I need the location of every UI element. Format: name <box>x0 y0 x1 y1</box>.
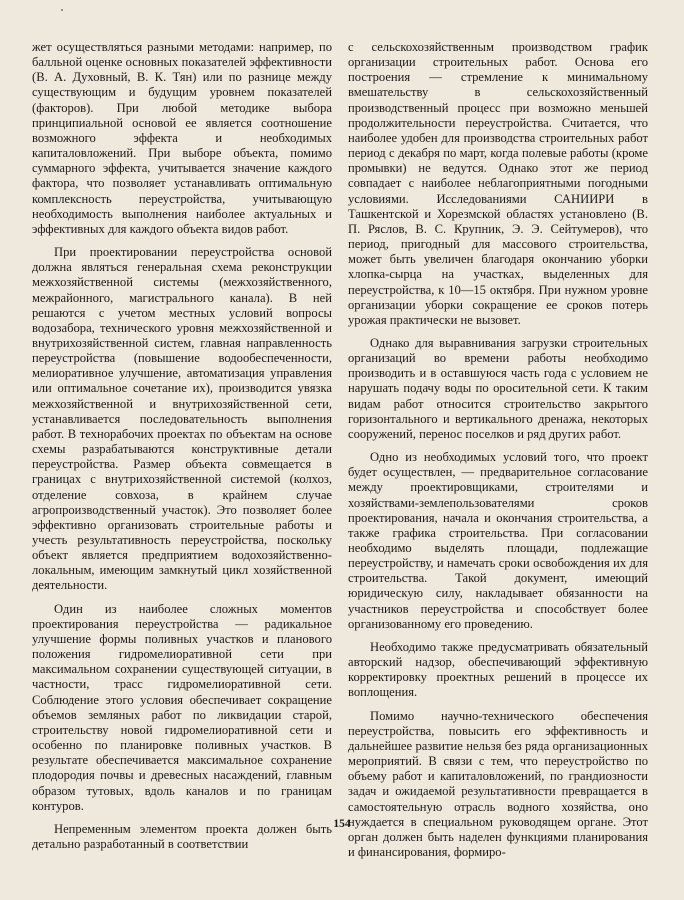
paragraph: с сельскохозяйственным производством график организации строительных работ. Основа его построения — стремление к минимальному вмешательству в сельскохозяйственный производственный процесс при возможно меньшей продолжительности переустройства. Считается, что наиболее удобен для производства строительных работ период с декабря по март, когда полевые работы (кроме промывки) не ведутся. Однако этот же период совпадает с наиболее неблагоприятными погодными условиями. Исследованиями САНИИРИ в Ташкентской и Хорезмской областях установлено (В. П. Ряслов, В. С. Крупник, Э. Э. Сейтумеров), что период, пригодный для массового строительства, может быть увеличен благодаря окончанию уборки хлопка-сырца на участках, выделенных для переустройства, к 10—15 октября. При нужном уровне организации уборки сокращение ее сроков потерь урожая практически не вызовет. <box>348 40 648 327</box>
page-number: 154 <box>333 818 351 830</box>
paragraph: Один из наиболее сложных моментов проектирования переустройства — радикальное улучшение формы поливных участков и планового положения гидромелиоративной сети при максимальном сохранении существующей ситуации, в частности, трасс гидромелиоративной сети. Соблюдение этого условия обеспечивает сокращение объемов земляных работ по ликвидации старой, строительству новой гидромелиоративной сети и особенно по планировке поливных участков. В результате обеспечивается максимальное сохранение плодородия почвы и древесных насаждений, главным образом тутовых, вдоль каналов и по границам контуров. <box>32 601 332 813</box>
paragraph: Необходимо также предусматривать обязательный авторский надзор, обеспечивающий эффективную корректировку проектных решений в процессе их воплощения. <box>348 639 648 700</box>
paragraph: Одно из необходимых условий того, что проект будет осуществлен, — предварительное согласование между проектировщиками, строителями и хозяйствами-землепользователями сроков проектирования, начала и окончания строительства, а также графика строительства. При согласовании необходимо выделять площади, подлежащие переустройству, и намечать сроки освобождения их для строительства. Такой документ, имеющий юридическую силу, накладывает обязанности на участников переустройства и способствует более организованному его проведению. <box>348 450 648 631</box>
left-column <box>32 40 332 852</box>
right-column <box>348 40 648 860</box>
paragraph: Непременным элементом проекта должен быть детально разработанный в соответствии <box>32 821 332 851</box>
paragraph: При проектировании переустройства основой должна являться генеральная схема реконструкции межхозяйственной системы (межхозяйственного, межрайонного, магистрального канала). В ней решаются с учетом местных условий вопросы водозабора, технического уровня межхозяйственной и внутрихозяйственной систем, главная направленность переустройства (повышение водообеспеченности, мелиоративное улучшение, автоматизация управления или оптимальное сочетание их), производится увязка межхозяйственной и внутрихозяйственной сети, устанавливается последовательность выполнения работ. В технорабочих проектах по объектам на основе схемы разрабатываются конструктивные детали переустройства. Размер объекта совмещается в границах с внутрихозяйственной системой (колхоз, отделение совхоза, в крайнем случае агропроизводственный участок). Это позволяет более эффективно организовать строительные работы и учесть результативность переустройства, поскольку объект является предприятием водохозяйственно-локальным, имеющим замкнутый цикл хозяйственной деятельности. <box>32 245 332 593</box>
paragraph: Помимо научно-технического обеспечения переустройства, повысить его эффективность и дальнейшее развитие нельзя без ряда организационных мероприятий. В связи с тем, что переустройство по объему работ и капиталовложений, по грандиозности задач и ожидаемой результативности превращается в самостоятельную отрасль водного хозяйства, оно нуждается в специальном руководящем органе. Этот орган должен быть наделен функциями планирования и финансирования, формиро- <box>348 708 648 859</box>
paragraph: жет осуществляться разными методами: например, по балльной оценке основных показателей эффективности (В. А. Духовный, В. К. Тян) или по разнице между существующим и будущим уровнем показателей (факторов). При любой методике выбора принципиальной основой ее является соотношение возможного эффекта и необходимых капиталовложений. При выборе объекта, помимо суммарного эффекта, учитывается значение каждого фактора, что позволяет устанавливать оптимальную комплексность переустройства, учитывающую необходимость выполнения наиболее актуальных и эффективных для каждого объекта видов работ. <box>32 40 332 236</box>
paper-speck <box>61 9 63 11</box>
paragraph: Однако для выравнивания загрузки строительных организаций во времени работы необходимо производить и в оставшуюся часть года с условием не нарушать подачу воды по оросительной сети. К таким видам работ относится строительство закрытого горизонтального и вертикального дренажа, некоторых сооружений, перенос поселков и ряд других работ. <box>348 335 648 441</box>
